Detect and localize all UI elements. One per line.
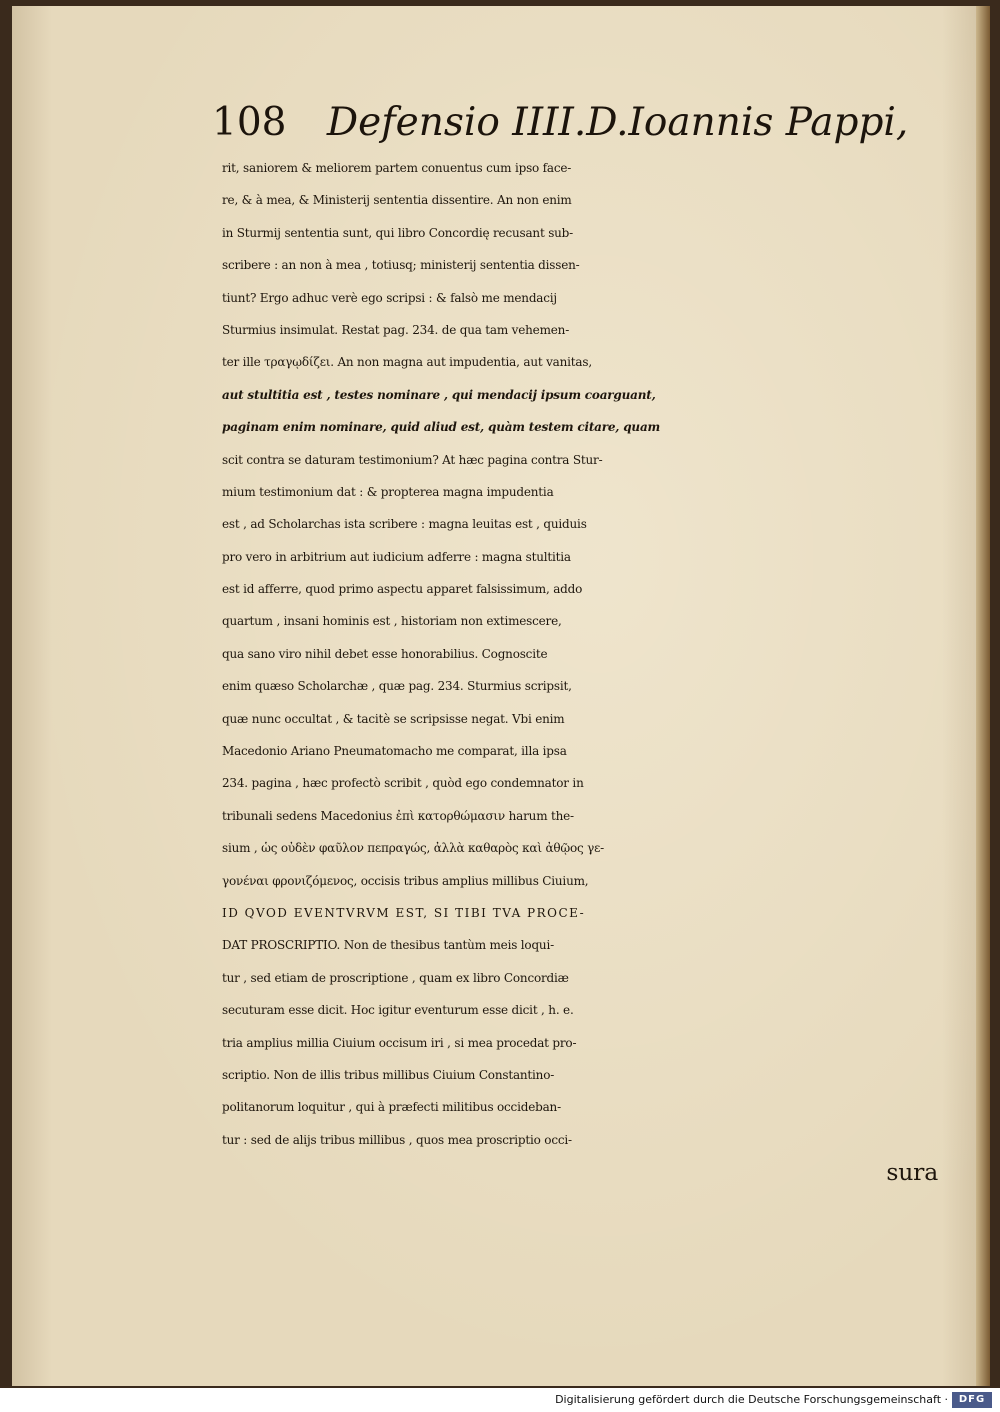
text-line: in Sturmij sententia sunt, qui libro Concordię recusant sub- bbox=[222, 225, 574, 240]
text-line: tur , sed etiam de proscriptione , quam ex libro Concordiæ bbox=[222, 970, 569, 985]
text-line: tur : sed de alijs tribus millibus , quos mea proscriptio occi- bbox=[222, 1132, 572, 1147]
text-line: tria amplius millia Ciuium occisum iri , si mea procedat pro- bbox=[222, 1035, 577, 1050]
footer-bar bbox=[0, 1390, 1000, 1412]
text-line: scribere : an non à mea , totiusq; ministerij sententia dissen- bbox=[222, 258, 580, 273]
running-header bbox=[212, 100, 909, 150]
text-line: rit, saniorem & meliorem partem conuentus cum ipso face- bbox=[222, 161, 572, 175]
running-title: Defensio IIII.D.Ioannis Pappi, bbox=[326, 100, 909, 145]
text-line: est , ad Scholarchas ista scribere : magna leuitas est , quiduis bbox=[222, 517, 587, 532]
text-block bbox=[222, 152, 942, 1189]
text-line: aut stultitia est , testes nominare , qui mendacij ipsum coarguant, bbox=[222, 387, 656, 402]
text-line: tribunali sedens Macedonius ἐπὶ κατορθώμασιν harum the- bbox=[222, 808, 574, 823]
text-line: γονέναι φρονιζόμενος, occisis tribus amplius millibus Ciuium, bbox=[222, 873, 589, 888]
text-line: tiunt? Ergo adhuc verè ego scripsi : & falsò me mendacij bbox=[222, 290, 557, 305]
text-line: re, & à mea, & Ministerij sententia dissentire. An non enim bbox=[222, 193, 572, 208]
catchword: sura bbox=[886, 1158, 938, 1187]
dfg-logo: DFG bbox=[952, 1392, 992, 1408]
text-line: ID QVOD EVENTVRVM EST, SI TIBI TVA PROCE- bbox=[222, 905, 586, 920]
text-line: mium testimonium dat : & propterea magna impudentia bbox=[222, 484, 554, 499]
text-line: sium , ὡς οὐδὲν φαῦλον πεπραγώς, ἀλλὰ καθαρὸς καὶ ἀθῷος γε- bbox=[222, 841, 604, 856]
text-line: 234. pagina , hæc profectò scribit , quòd ego condemnator in bbox=[222, 776, 584, 791]
text-line: scriptio. Non de illis tribus millibus Ciuium Constantino- bbox=[222, 1067, 555, 1082]
text-line: pro vero in arbitrium aut iudicium adferre : magna stultitia bbox=[222, 549, 571, 564]
text-line: scit contra se daturam testimonium? At hæc pagina contra Stur- bbox=[222, 452, 603, 467]
text-line: quartum , insani hominis est , historiam non extimescere, bbox=[222, 614, 562, 629]
page-spine-shadow bbox=[976, 6, 990, 1386]
text-line: Macedonio Ariano Pneumatomacho me comparat, illa ipsa bbox=[222, 744, 567, 759]
text-line: ter ille τραγῳδίζει. An non magna aut impudentia, aut vanitas, bbox=[222, 355, 592, 370]
text-line: Sturmius insimulat. Restat pag. 234. de qua tam vehemen- bbox=[222, 322, 570, 337]
funding-credit: Digitalisierung gefördert durch die Deutsche Forschungsgemeinschaft · bbox=[555, 1393, 948, 1406]
text-line: paginam enim nominare, quid aliud est, quàm testem citare, quam bbox=[222, 420, 661, 435]
text-line: quæ nunc occultat , & tacitè se scripsisse negat. Vbi enim bbox=[222, 711, 565, 726]
text-line: est id afferre, quod primo aspectu apparet falsissimum, addo bbox=[222, 582, 583, 597]
text-line: enim quæso Scholarchæ , quæ pag. 234. Sturmius scripsit, bbox=[222, 679, 572, 694]
text-line: DAT PROSCRIPTIO. Non de thesibus tantùm meis loqui- bbox=[222, 938, 554, 953]
text-line: qua sano viro nihil debet esse honorabilius. Cognoscite bbox=[222, 646, 548, 661]
page-number: 108 bbox=[212, 100, 287, 145]
text-line: politanorum loquitur , qui à præfecti militibus occideban- bbox=[222, 1100, 561, 1115]
text-line: secuturam esse dicit. Hoc igitur eventurum esse dicit , h. e. bbox=[222, 1003, 574, 1018]
